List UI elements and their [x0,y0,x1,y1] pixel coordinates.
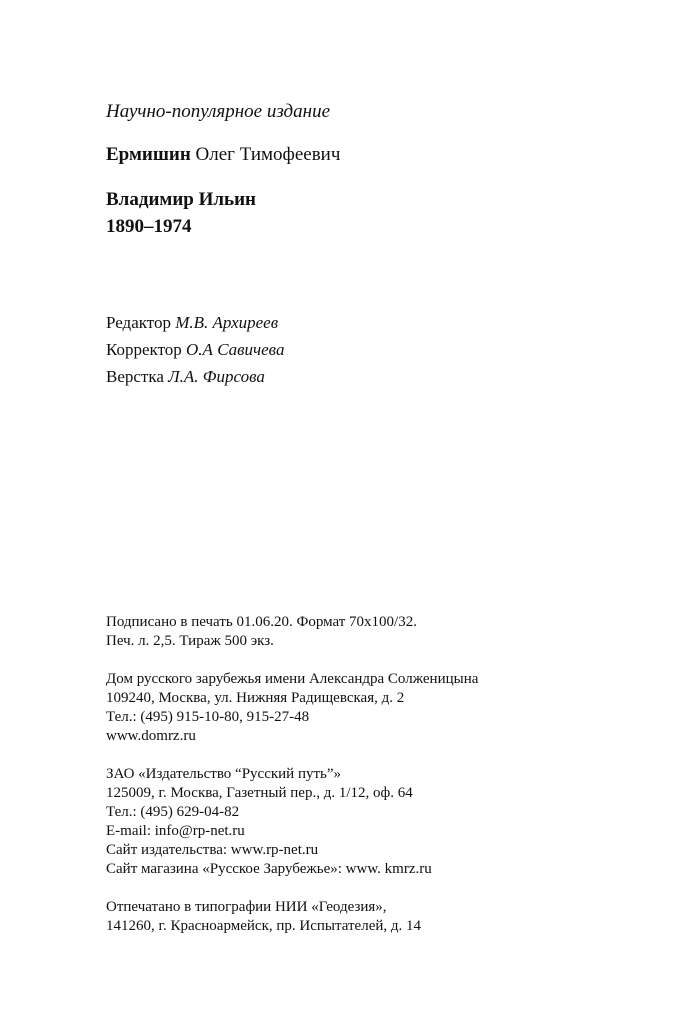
credits-list [106,309,284,390]
publisher-line: Тел.: (495) 629-04-82 [106,804,240,820]
publisher-house-line: 109240, Москва, ул. Нижняя Радищевская, д. 2 [106,690,405,706]
store-website[interactable]: Сайт магазина «Русское Зарубежье»: www. kmrz.ru [106,861,432,877]
author-given-names: Олег Тимофеевич [195,144,341,165]
author-surname: Ермишин [106,144,191,165]
credit-name: Л.А. Фирсова [168,367,265,386]
book-years: 1890–1974 [106,216,192,237]
printer-line: 141260, г. Красноармейск, пр. Испытателей, д. 14 [106,918,422,934]
printer-line: Отпечатано в типографии НИИ «Геодезия», [106,899,387,915]
credit-role: Редактор [106,313,171,332]
publisher-line: ЗАО «Издательство “Русский путь”» [106,766,342,782]
publisher-house-info [106,670,478,746]
credit-name: О.А Савичева [186,340,285,359]
credit-editor [106,309,284,336]
book-title: Владимир Ильин [106,189,256,210]
credit-role: Корректор [106,340,182,359]
book-title-block [106,186,256,240]
imprint-block [106,613,478,955]
credit-layout [106,363,284,390]
author-line [106,144,340,166]
publisher-website[interactable]: Сайт издательства: www.rp-net.ru [106,842,319,858]
edition-type: Научно-популярное издание [106,101,331,122]
print-info [106,613,478,651]
print-info-line: Подписано в печать 01.06.20. Формат 70x100/32. [106,614,417,630]
printer-info [106,898,478,936]
publisher-info [106,765,478,879]
credit-name: М.В. Архиреев [175,313,279,332]
publisher-house-line: Тел.: (495) 915-10-80, 915-27-48 [106,709,310,725]
credit-role: Верстка [106,367,164,386]
print-info-line: Печ. л. 2,5. Тираж 500 экз. [106,633,274,649]
publisher-house-line: Дом русского зарубежья имени Александра Солженицына [106,671,479,687]
credit-proofreader [106,336,284,363]
publisher-house-website[interactable]: www.domrz.ru [106,728,196,744]
publisher-line: 125009, г. Москва, Газетный пер., д. 1/12, оф. 64 [106,785,413,801]
publisher-email[interactable]: E-mail: info@rp-net.ru [106,823,245,839]
